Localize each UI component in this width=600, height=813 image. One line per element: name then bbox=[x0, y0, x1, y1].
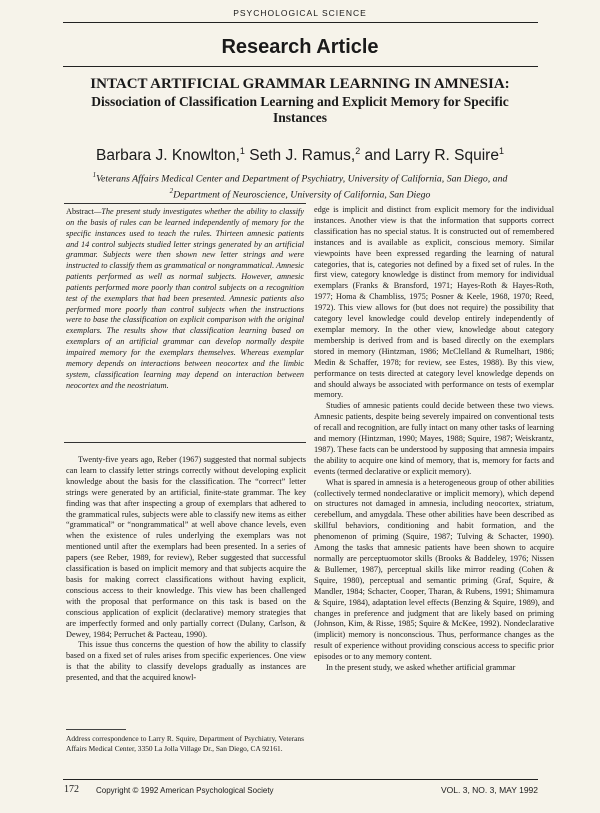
author-affil-marker: 1 bbox=[239, 146, 245, 156]
body-paragraph: What is spared in amnesia is a heterogeneous group of other abilities (collectively termed nondeclarative or implicit memory), which depend on structures not damaged in amnesia, including neocortex, striatum, cerebellum, and amygdala. These other abilities have been described as skillful behaviors, conditioning and habit formation, and the phenomenon of priming (Squire, 1987; Tulving & Schacter, 1990). Among the tasks that amnesic patients have been shown to acquire normally are perceptuomotor skills (Brooks & Baddeley, 1976; Nissen & Bullemer, 1987), perceptual skills like mirror reading (Cohen & Squire, 1980), perceptual and semantic priming (Graf, Squire, & Mandler, 1984; Schacter, Cooper, Tharan, & Rubens, 1991; Shimamura & Squire, 1984), adaptation level effects (Benzing & Squire, 1989), and changes in preference and judgment that are likely based on priming (Johnson, Kim, & Risse, 1985; Squire & McKee, 1992). Nondeclarative (implicit) memory is nonconscious. Thus, performance changes as the result of experience without providing conscious access to specific prior episodes or to any memory content. bbox=[314, 477, 554, 662]
article-title: INTACT ARTIFICIAL GRAMMAR LEARNING IN AMNESIA: bbox=[90, 76, 510, 92]
author-affil-marker: 1 bbox=[498, 146, 504, 156]
body-paragraph: This issue thus concerns the question of how the ability to classify based on a fixed set of rules arises from specific experiences. One view is that the ability to classify develops gradually as instances are presented, and that the acquired knowl- bbox=[66, 640, 306, 683]
copyright-line: Copyright © 1992 American Psychological Society bbox=[96, 786, 274, 795]
body-paragraph: In the present study, we asked whether artificial grammar bbox=[326, 663, 516, 673]
affiliations bbox=[60, 169, 540, 202]
body-paragraph: edge is implicit and distinct from explicit memory for the individual instances. Another view is that the information that supports correct classification has no special status. It is constructed out of remembered instances and is available as explicit, conscious memory. Similar viewpoints have been expressed regarding the learning of natural categories, that is, categories not defined by a fixed set of rules. In the first view, category knowledge is distinct from memory for individual exemplars (Franks & Bransford, 1971; Hayes-Roth & Hayes-Roth, 1977; Homa & Chambliss, 1975; Posner & Keele, 1968, 1970; Reed, 1972). This view allows for (but does not require) the possibility that category level knowledge could develop entirely independently of exemplar memory. In the other view, knowledge about category membership is derived from and is based directly on the exemplars stored in memory (Hintzman, 1986; McClelland & Rumelhart, 1986; Medin & Schaffer, 1978; for review, see Estes, 1988). By this view, performance on tests directed at category level knowledge depends on and should always be associated with performance on tests of exemplar memory. bbox=[314, 205, 554, 400]
article-subtitle: Dissociation of Classification Learning and Explicit Memory for Specific Instances bbox=[91, 94, 509, 125]
section-rule bbox=[63, 66, 538, 67]
page-number: 172 bbox=[64, 784, 79, 795]
author-name: Barbara J. Knowlton, bbox=[96, 147, 240, 165]
abstract-text: —The present study investigates whether the ability to classify on the basis of rules can be learned independently of memory for the specific instances used to teach the rules. Thirteen amnesic patients and 14 control subjects studied letter strings generated by an artificial grammar. Subjects were then shown new letter strings and were instructed to classify them as grammatical or nongrammatical. Amnesic patients performed as well as normal subjects. However, amnesic patients performed more poorly than control subjects on a recognition test of the exemplars that had been presented. Amnesic patients also performed more poorly than control subjects when the instructions were to base the classification on explicit comparison with the original exemplars. The results show that classification learning based on exemplars of an artificial grammar can develop normally despite impaired memory for the exemplars themselves. Whereas exemplar memory depends on interactions between neocortex and the limbic system, classification learning may depend on interaction between neocortex and the neostriatum. bbox=[66, 207, 304, 390]
body-paragraph: Studies of amnesic patients could decide between these two views. Amnesic patients, despite being severely impaired on conventional tests of recall and recognition, are fully intact on many other tasks of learning and memory (Hintzman, 1990; Mayes, 1988; Squire, 1987; Weiskrantz, 1987). These facts can be understood by supposing that amnesia impairs the ability to acquire one kind of memory, that is, memory for facts and events (termed declarative or explicit memory). bbox=[314, 401, 554, 476]
body-paragraph: Twenty-five years ago, Reber (1967) suggested that normal subjects can learn to classify letter strings correctly without developing explicit knowledge about the basis for the classification. The “correct” letter strings were generated by an artificial, finite-state grammar. The key finding was that after inspecting a group of exemplars that adhered to the grammatical rules, subjects were able to classify new items as either “grammatical” or “nongrammatical” at well above chance levels, even when the existence of rules underlying the exemplars was not mentioned until after the exemplars had been presented. In a series of papers (see Reber, 1989, for review), Reber suggested that successful classification is based on implicit memory and that subjects acquire the basis for making correct classifications without having explicit, conscious access to their knowledge. This view has been challenged with the proposal that performance on this task is based on the conscious application of explicit (declarative) memory strategies that are imperfectly formed and only partially correct (Dulany, Carlson, & Dewey, 1984; Perruchet & Pacteau, 1990). bbox=[66, 455, 306, 639]
header-rule bbox=[63, 22, 538, 23]
body-column-right bbox=[314, 205, 554, 674]
author-name: Seth J. Ramus, bbox=[249, 147, 356, 165]
journal-name: PSYCHOLOGICAL SCIENCE bbox=[233, 8, 367, 18]
affiliation-line: $^1$Veterans Affairs Medical Center and Department of Psychiatry, University of California, San Diego, and bbox=[92, 171, 508, 185]
footnote-rule bbox=[66, 729, 126, 730]
author-name: and Larry R. Squire bbox=[364, 147, 499, 165]
footer-rule bbox=[63, 779, 538, 780]
volume-info: VOL. 3, NO. 3, MAY 1992 bbox=[440, 785, 538, 795]
body-column-left bbox=[66, 455, 306, 684]
affiliation-line: $^2$Department of Neuroscience, University of California, San Diego bbox=[169, 187, 431, 201]
abstract bbox=[66, 207, 304, 391]
abstract-label: Abstract bbox=[66, 207, 94, 216]
section-heading: Research Article bbox=[221, 36, 379, 58]
author-list bbox=[0, 146, 600, 165]
correspondence-footnote: Address correspondence to Larry R. Squire, Department of Psychiatry, Veterans Affairs Medical Center, 3350 La Jolla Village Dr., San Diego, CA 92161. bbox=[66, 734, 304, 753]
author-affil-marker: 2 bbox=[355, 146, 361, 156]
